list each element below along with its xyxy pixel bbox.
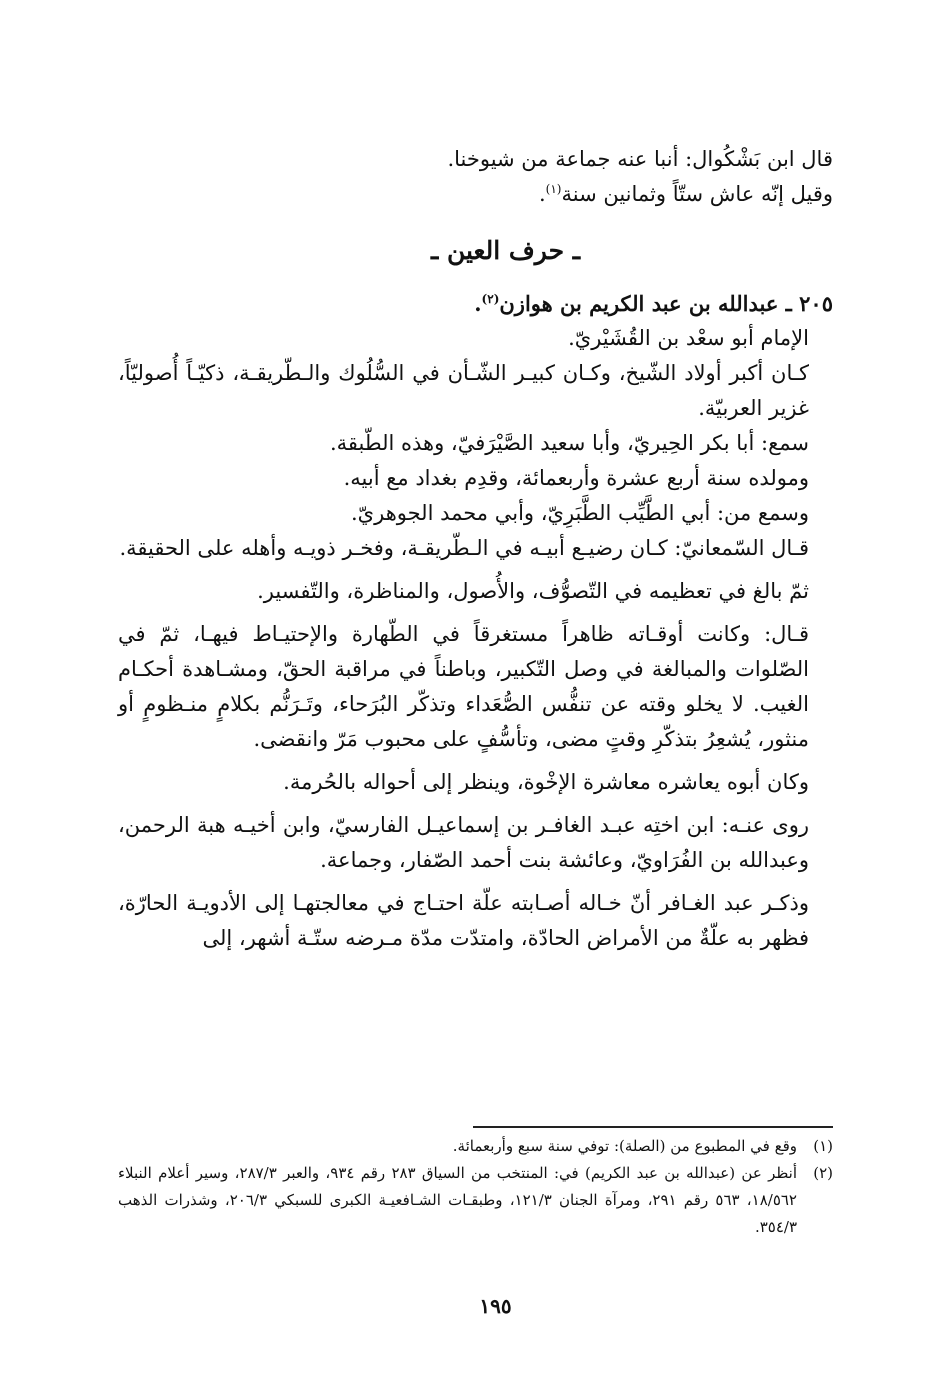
paragraph: ثمّ بالغ في تعظيمه في التّصوُّف، والأُصول، والمناظرة، والتّفسير. (257, 579, 809, 603)
footnote-number: (٢) (813, 1164, 833, 1182)
page-number: ١٩٥ (479, 1294, 512, 1318)
paragraph: الإمام أبو سعْد بن القُشَيْريّ. (568, 326, 809, 350)
intro-line-1: قال ابن بَشْكُوال: أنبا عنه جماعة من شيوخنا. (447, 147, 833, 171)
paragraph: قـال السّمعانيّ: كـان رضيـع أبيـه في الـطّريقـة، وفخـر ذويـه وأهله على الحقيقة. (119, 536, 809, 560)
paragraph: وسمع من: أبي الطَّيِّب الطَّبَرِيّ، وأبي محمد الجوهريّ. (351, 501, 809, 525)
paragraph: قـال: وكانت أوقـاته ظاهراً مستغرقاً في الطّهارة والإحتيـاط فيهـا، ثمّ في الصّلوات والمبالغة في وصل التّكبير، وباطناً في مراقبة الحقّ، ومشـاهدة أحكـام الغيب. لا يخلو وقته عن تنفُّس الصُّعَداء وتذكّر البُرَحاء، وتَـرَنُّم بكلامٍ منـظومٍ أو منثور، يُشعِرُ بتذكّرِ وقتٍ مضى، وتأسُّفٍ على محبوب مَرّ وانقضى. (118, 622, 809, 751)
section-heading: ـ حرف العين ـ (430, 236, 581, 265)
footnote-divider (473, 1126, 833, 1128)
paragraph: وكان أبوه يعاشره معاشرة الإخْوة، وينظر إلى أحواله بالحُرمة. (283, 770, 809, 794)
paragraph: وذكـر عبد الغـافر أنّ خـاله أصـابته علّة احتـاج في معالجتهـا إلى الأدويـة الحارّة، فظهر به علّةٌ من الأمراض الحادّة، وامتدّت مدّة مـرضه ستّـة أشهر، إلى (118, 891, 809, 950)
footnote-text: وقع في المطبوع من (الصلة): توفي سنة سبع وأربعمائة. (452, 1137, 797, 1155)
entry-title-text: ٢٠٥ ـ عبدالله بن عبد الكريم بن هوازن (499, 291, 833, 316)
paragraph: ومولده سنة أربع عشرة وأربعمائة، وقدِم بغداد مع أبيه. (343, 466, 809, 490)
intro-text (118, 142, 833, 212)
entry-title (118, 286, 833, 321)
paragraph: سمع: أبا بكر الحِيريّ، وأبا سعيد الصَّيْرَفيّ، وهذه الطّبقة. (329, 431, 809, 455)
intro-line-2-text: وقيل إنّه عاش ستّاً وثمانين سنة (561, 182, 833, 206)
footnote-item (118, 1160, 833, 1241)
footnote-item (118, 1133, 833, 1160)
entry-body (118, 286, 833, 956)
paragraph: كـان أكبر أولاد الشّيخ، وكـان كبيـر الشّـأن في السُّلُوك والـطّريقـة، ذكيّـاً أُصوليّاً، غزير العربيّة. (118, 361, 809, 420)
entry-title-end: . (474, 291, 482, 316)
footnote-text: أنظر عن (عبدالله بن عبد الكريم) في: المنتخب من السياق ٢٨٣ رقم ٩٣٤، والعبر ٢٨٧/٣، وسير أعلام النبلاء ١٨/٥٦٢، ٥٦٣ رقم ٢٩١، ومرآة الجنان ١٢١/٣، وطبقـات الشـافعيـة الكبرى للسبكي ٢٠٦/٣، وشذرات الذهب ٣٥٤/٣. (118, 1164, 797, 1236)
paragraph: روى عنـه: ابن اختِه عبـد الغافـر بن إسماعيـل الفارسيّ، وابن أخيـه هبة الرحمن، وعبدالله بن الفُرَاويّ، وعائشة بنت أحمد الصّفار، وجماعة. (118, 813, 809, 872)
footnote-number: (١) (813, 1137, 833, 1155)
intro-line-2 (118, 177, 833, 212)
intro-line-2-end: . (538, 182, 546, 206)
footnote-ref-2[interactable]: (٢) (481, 292, 500, 306)
footnote-ref-1[interactable]: (١) (545, 182, 562, 196)
footnotes (118, 1133, 833, 1241)
